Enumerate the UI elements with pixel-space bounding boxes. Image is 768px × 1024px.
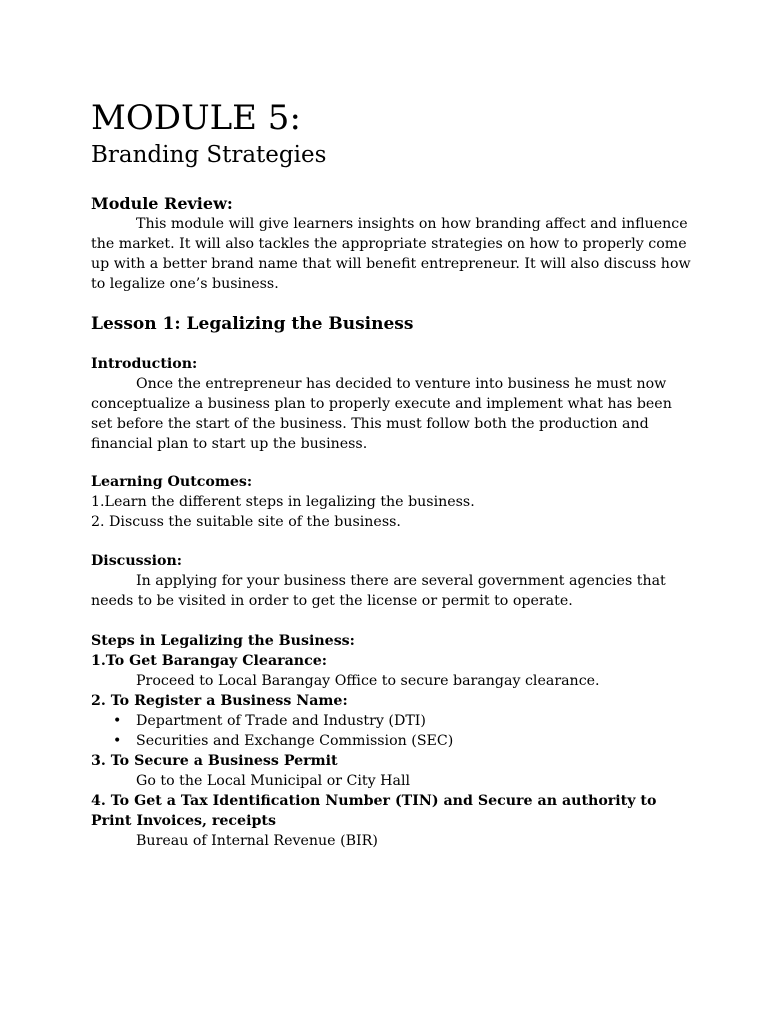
step-3-title: 3. To Secure a Business Permit (91, 753, 338, 769)
learning-outcome-item: 2. Discuss the suitable site of the business. (91, 514, 401, 530)
step-1-detail: Proceed to Local Barangay Office to secure barangay clearance. (136, 673, 600, 689)
discussion-text: In applying for your business there are several government agencies that needs to be visited in order to get the license or permit to operate. (91, 573, 666, 609)
step-2-bullet-list (91, 711, 691, 751)
module-title: MODULE 5: (91, 98, 301, 138)
bullet-icon: • (113, 733, 122, 749)
step-3-detail: Go to the Local Municipal or City Hall (136, 773, 411, 789)
module-subtitle: Branding Strategies (91, 142, 327, 168)
document-page (91, 96, 691, 851)
discussion-heading: Discussion: (91, 553, 183, 569)
learning-outcome-item: 1.Learn the different steps in legalizing the business. (91, 494, 475, 510)
learning-outcomes-heading: Learning Outcomes: (91, 474, 253, 490)
step-4-detail: Bureau of Internal Revenue (BIR) (136, 833, 378, 849)
list-item (91, 711, 691, 731)
lesson-heading: Lesson 1: Legalizing the Business (91, 314, 414, 334)
step-1-title: 1.To Get Barangay Clearance: (91, 653, 328, 669)
steps-heading: Steps in Legalizing the Business: (91, 633, 355, 649)
introduction-heading: Introduction: (91, 356, 198, 372)
step-2-title: 2. To Register a Business Name: (91, 693, 348, 709)
introduction-text: Once the entrepreneur has decided to venture into business he must now conceptualize a business plan to properly execute and implement what has been set before the start of the business. This must follow both the production and financial plan to start up the business. (91, 376, 672, 452)
step-4-title: 4. To Get a Tax Identification Number (TIN) and Secure an authority to Print Invoices, receipts (91, 793, 657, 829)
list-item-text: Securities and Exchange Commission (SEC) (136, 733, 454, 749)
module-review-text: This module will give learners insights on how branding affect and influence the market. It will also tackles the appropriate strategies on how to properly come up with a better brand name that will benefit entrepreneur. It will also discuss how to legalize one’s business. (91, 216, 691, 292)
module-review-heading: Module Review: (91, 194, 233, 213)
list-item-text: Department of Trade and Industry (DTI) (136, 713, 426, 729)
bullet-icon: • (113, 713, 122, 729)
list-item (91, 731, 691, 751)
